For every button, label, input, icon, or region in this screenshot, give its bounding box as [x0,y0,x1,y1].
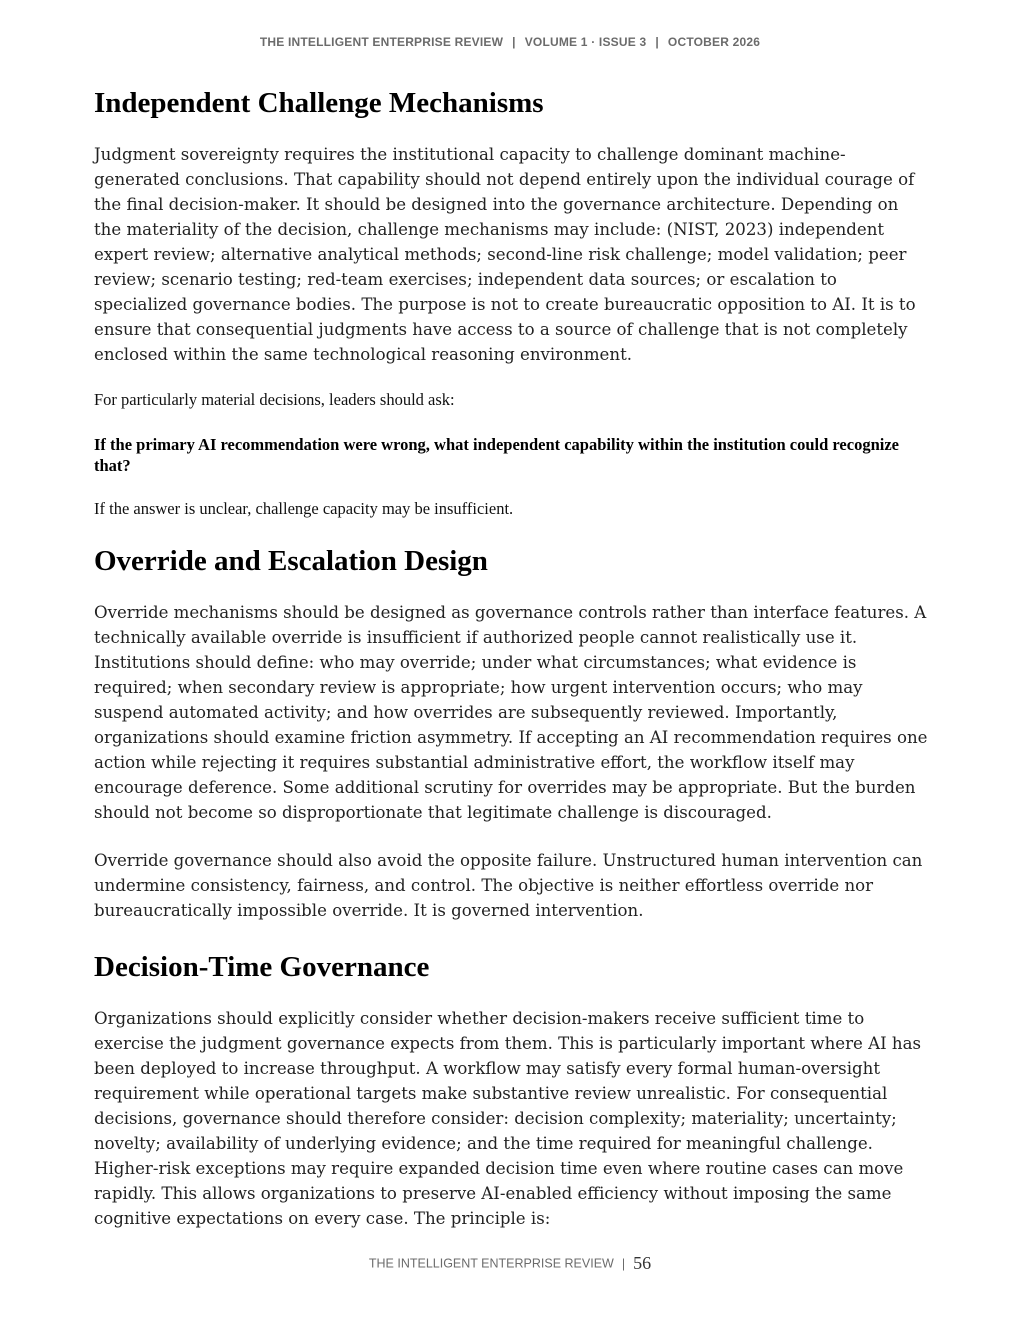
header-volume-issue: VOLUME 1 · ISSUE 3 [524,35,647,49]
page-number: 56 [633,1253,652,1273]
footer-publication: THE INTELLIGENT ENTERPRISE REVIEW [368,1256,614,1271]
page-footer [0,1253,1020,1274]
header-separator: | [512,35,516,49]
paragraph: Organizations should explicitly consider whether decision-makers receive sufficient time to exercise the judgment governance expects from them. This is particularly important where AI has been deployed to increase throughput. A workflow may satisfy every formal human-oversight requirement while operational targets make substantive review unrealistic. For consequential decisions, governance should therefore consider: decision complexity; materiality; uncertainty; novelty; availability of underlying evidence; and the time required for meaningful challenge. Higher-risk exceptions may require expanded decision time even where routine cases can move rapidly. This allows organizations to preserve AI-enabled efficiency without imposing the same cognitive expectations on every case. The principle is: [94,1009,922,1228]
paragraph: Override governance should also avoid the opposite failure. Unstructured human intervention can undermine consistency, fairness, and control. The objective is neither effortless override nor bureaucratically impossible override. It is governed intervention. [94,851,923,920]
closing-text: If the answer is unclear, challenge capacity may be insufficient. [94,499,514,518]
section-heading-decision-time: Decision-Time Governance [94,951,430,983]
header-separator: | [655,35,659,49]
header-publication: THE INTELLIGENT ENTERPRISE REVIEW [259,35,504,49]
paragraph: Override mechanisms should be designed as governance controls rather than interface features. A technically available override is insufficient if authorized people cannot realistically use it. Institutions should define: who may override; under what circumstances; what evidence is required; when secondary review is appropriate; how urgent intervention occurs; who may suspend automated activity; and how overrides are subsequently reviewed. Importantly, organizations should examine friction asymmetry. If accepting an AI recommendation requires one action while rejecting it requires substantial administrative effort, the workflow itself may encourage deference. Some additional scrutiny for overrides may be appropriate. But the burden should not become so disproportionate that legitimate challenge is discouraged. [94,603,928,822]
section-heading-challenge: Independent Challenge Mechanisms [94,87,544,119]
lead-in-text: For particularly material decisions, leaders should ask: [94,390,455,409]
key-question: If the primary AI recommendation were wrong, what independent capability within the institution could recognize that? [94,435,899,475]
running-header [0,35,1020,49]
paragraph: Judgment sovereignty requires the institutional capacity to challenge dominant machine-generated conclusions. That capability should not depend entirely upon the individual courage of the final decision-maker. It should be designed into the governance architecture. Depending on the materiality of the decision, challenge mechanisms may include: (NIST, 2023) independent expert review; alternative analytical methods; second-line risk challenge; model validation; peer review; scenario testing; red-team exercises; independent data sources; or escalation to specialized governance bodies. The purpose is not to create bureaucratic opposition to AI. It is to ensure that consequential judgments have access to a source of challenge that is not completely enclosed within the same technological reasoning environment. [94,145,916,364]
header-date: OCTOBER 2026 [667,35,761,49]
footer-separator: | [621,1256,626,1271]
article-body [94,84,930,1231]
section-heading-override: Override and Escalation Design [94,545,488,577]
